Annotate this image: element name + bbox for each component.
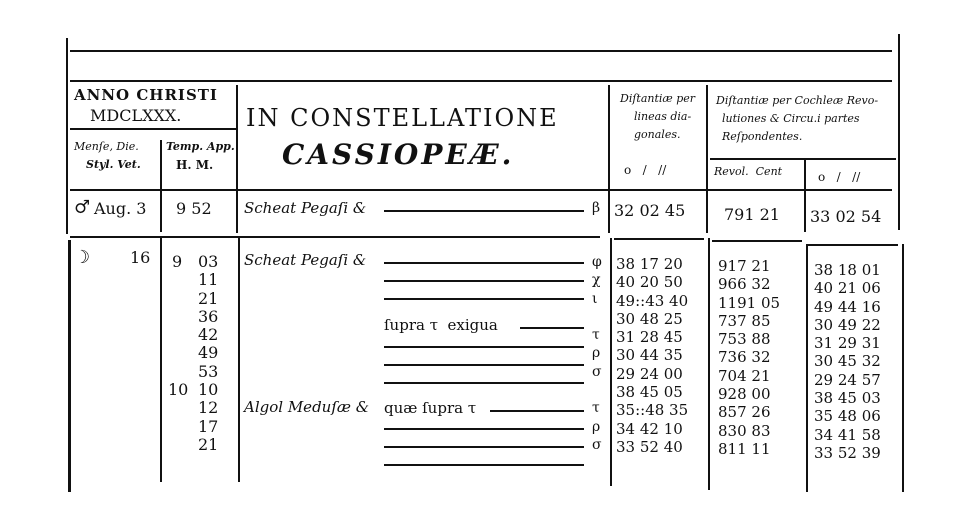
block-note-quae-supra: quæ ſupra τ [384,399,477,417]
leader-line [384,428,584,430]
first-row-arc: 33 02 54 [810,207,882,226]
first-row-day-symbol: ♂ [74,197,91,218]
hour-cell [172,363,188,381]
hour-cell [172,308,188,326]
temp-label: Temp. App. [166,140,235,153]
hour-cell [172,418,188,436]
arc-distance-cell: 30 45 32 [814,352,881,371]
leader-line [384,262,584,264]
left-border-top [66,38,68,234]
revolutions-cell: 917 21 [718,257,771,275]
diag-distance-cell: 33 52 40 [616,437,683,456]
arc-distance-cell: 31 29 31 [814,334,881,353]
minute-cell: 10 [198,380,219,400]
leader-line [490,410,584,412]
block-star-scheat: Scheat Pegaſi & [244,251,367,269]
block-day: 16 [130,248,151,267]
revolutions-cell: 737 85 [718,311,771,330]
top-rule-lower [70,80,892,82]
first-row-revol: 791 21 [724,205,780,224]
minute-cell: 21 [198,288,219,308]
arc-distance-cell: 38 45 03 [814,389,881,408]
greek-cell [592,381,602,399]
block-top-rule-diag [614,238,704,240]
first-row-date: Aug. 3 [94,199,147,218]
title-line2: CASSIOPEÆ. [282,138,515,171]
minute-cell: 11 [198,270,219,290]
dist-cochleae-1: Diſtantiæ per Cochleæ Revo- [716,94,879,107]
divider-revol [804,160,806,232]
revolutions-cell: 704 21 [718,366,771,385]
greek-cell: τ [592,327,600,344]
minutes-column [198,253,218,454]
divider-diag-bottom [708,238,710,490]
dist-diag-3: gonales. [634,128,681,141]
leader-line [384,364,584,366]
hour-cell [172,290,188,308]
leader-line [384,298,584,300]
hour-cell: 10 [168,380,189,400]
arc-distance-cell: 49 44 16 [814,297,881,316]
diag-distance-cell: 30 44 35 [616,346,683,365]
anno-christi: ANNO CHRISTI [74,86,218,104]
arc-distance-column [814,261,881,462]
revolutions-cell: 736 32 [718,348,771,367]
revolutions-cell: 857 26 [718,403,771,422]
greek-cell: χ [592,272,601,289]
diag-distance-cell: 29 24 00 [616,364,683,383]
revolutions-cell: 811 11 [718,439,771,458]
greek-cell: σ [592,363,602,380]
minute-cell: 03 [198,252,219,271]
divider-revol-bottom [806,244,808,492]
diag-distance-cell: 30 48 25 [616,309,683,328]
revolutions-cell: 753 88 [718,330,771,349]
deg-symbols-arc: o / // [818,170,861,184]
arc-distance-cell: 30 49 22 [814,315,881,334]
leader-line [384,464,584,466]
minute-cell: 21 [198,434,219,454]
dist-cochleae-2: lutiones & Circu.i partes [722,112,860,125]
minute-cell: 36 [198,306,219,326]
hour-cell [172,344,188,362]
revol-label: Revol. Cent [714,165,783,178]
greek-cell: σ [592,436,602,453]
diag-distance-column [616,255,688,456]
dist-cochleae-3: Reſpondentes. [722,130,803,143]
arc-distance-cell: 33 52 39 [814,443,881,462]
subheader-rule [710,158,896,160]
arc-distance-cell: 35 48 06 [814,407,881,426]
minute-cell: 17 [198,416,219,436]
minute-cell: 53 [198,361,219,381]
left-border-bottom [68,240,71,492]
diag-distance-cell: 49::43 40 [616,291,689,310]
divider-date [160,140,162,232]
leader-line [520,327,584,329]
header-rule [70,189,892,191]
first-row-diag: 32 02 45 [614,201,686,220]
dist-diag-1: Diſtantiæ per [620,92,696,105]
divider-title [608,85,610,233]
dist-diag-2: lineas dia- [634,110,692,123]
hour-cell [172,326,188,344]
arc-distance-cell: 38 18 01 [814,261,881,279]
right-border-bottom [902,244,904,492]
block-star-algol: Algol Meduſæ & [244,398,370,416]
minute-cell: 49 [198,343,219,363]
title-line1: IN CONSTELLATIONE [246,104,559,132]
first-row-star: Scheat Pegaſi & [244,199,367,217]
minute-cell: 42 [198,325,219,345]
top-rule [70,50,892,52]
block-top-rule [70,236,600,238]
block-top-rule-arc [808,244,898,246]
diag-distance-cell: 40 20 50 [616,273,683,292]
greek-cell: ρ [592,418,601,435]
minute-cell: 12 [198,398,219,418]
greek-column [592,253,602,454]
arc-distance-cell: 29 24 57 [814,370,881,389]
first-row-leader [384,210,584,212]
revolutions-column [718,257,780,458]
right-border [898,34,900,230]
revolutions-cell: 928 00 [718,385,771,404]
arc-distance-cell: 40 21 06 [814,279,881,298]
diag-distance-cell: 38 45 05 [616,383,683,402]
divider-diag [706,85,708,233]
divider-date-bottom [160,238,162,482]
leader-line [384,280,584,282]
diag-distance-cell: 35::48 35 [616,401,689,420]
revolutions-cell: 966 32 [718,275,771,294]
anno-year: MDCLXXX. [90,106,182,125]
diag-distance-cell: 34 42 10 [616,419,683,438]
leader-line [384,382,584,384]
arc-distance-cell: 34 41 58 [814,425,881,444]
greek-cell [592,308,602,326]
greek-cell: φ [592,254,602,270]
revolutions-cell: 830 83 [718,421,771,440]
anno-rule [70,128,236,130]
first-row-time: 9 52 [176,199,212,218]
mense-label: Menſe, Die. [74,140,139,153]
greek-cell: ρ [592,345,601,362]
divider-time [236,85,238,233]
hours-column [168,252,189,454]
divider-title-bottom [610,238,612,486]
deg-symbols-diag: o / // [624,163,667,177]
block-note-supra-exigua: ſupra τ exigua [384,316,498,334]
leader-line [384,346,584,348]
greek-cell: τ [592,400,600,417]
hour-cell [172,271,188,289]
block-top-rule-revol [712,240,802,242]
styl-label: Styl. Vet. [86,158,141,171]
hour-cell: 9 [172,252,183,271]
hm-label: H. M. [176,158,214,172]
diag-distance-cell: 31 28 45 [616,328,683,347]
block-day-symbol: ☽ [74,247,91,268]
hour-cell [172,399,188,417]
leader-line [384,446,584,448]
greek-cell: ι [592,290,598,307]
diag-distance-cell: 38 17 20 [616,255,683,273]
hour-cell [172,436,188,454]
first-row-greek: β [592,200,601,216]
divider-time-bottom [238,238,240,482]
revolutions-cell: 1191 05 [718,293,781,312]
